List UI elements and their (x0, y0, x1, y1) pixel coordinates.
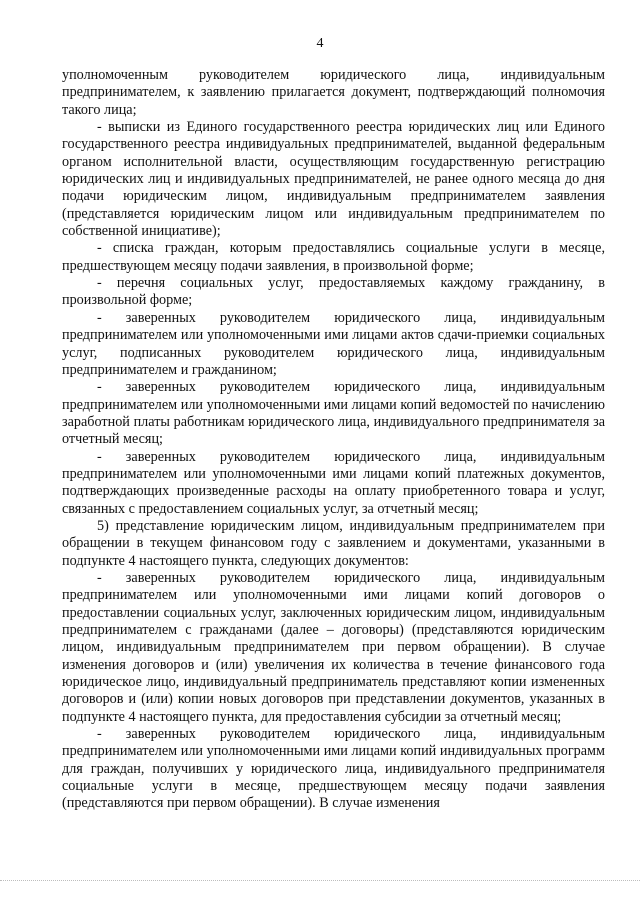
scan-bottom-edge (0, 880, 640, 881)
document-body (62, 67, 605, 813)
paragraph-services-list: - перечня социальных услуг, предоставляемых каждому гражданину, в произвольной форме; (62, 275, 605, 309)
paragraph-individual-programs: - заверенных руководителем юридического лица, индивидуальным предпринимателем или уполномоченными ими лицами копий индивидуальных программ для граждан, получивших у юридического лица, индивидуального предпринимателя социальные услуги в месяце, предшествующем месяцу подачи заявления (представляются при первом обращении). В случае изменения (62, 726, 605, 812)
paragraph-item-5: 5) представление юридическим лицом, индивидуальным предпринимателем при обращении в текущем финансовом году с заявлением и документами, указанными в подпункте 4 настоящего пункта, следующих документов: (62, 517, 605, 569)
page-number: 4 (316, 36, 324, 51)
paragraph-payroll-copies: - заверенных руководителем юридического лица, индивидуальным предпринимателем или уполномоченными ими лицами копий ведомостей по начислению заработной платы работникам юридического лица, индивидуального предпринимателя за отчетный месяц; (62, 379, 605, 448)
paragraph-authority-continuation: уполномоченным руководителем юридического лица, индивидуальным предпринимателем, к заявлению прилагается документ, подтверждающий полномочия такого лица; (62, 67, 605, 118)
paragraph-acceptance-acts: - заверенных руководителем юридического лица, индивидуальным предпринимателем или уполномоченными ими лицами актов сдачи-приемки социальных услуг, подписанных руководителем юридического лица, индивидуальным предпринимателем и гражданином; (62, 309, 605, 378)
paragraph-registry-extract: - выписки из Единого государственного реестра юридических лиц или Единого государственного реестра индивидуальных предпринимателей, выданной федеральным органом исполнительной власти, осуществляющим государственную регистрацию юридических лиц и индивидуальных предпринимателей, не ранее одного месяца до дня подачи юридическим лицом, индивидуальным предпринимателем заявления (представляется юридическим лицом или индивидуальным предпринимателем по собственной инициативе); (62, 119, 605, 240)
paragraph-citizens-list: - списка граждан, которым предоставлялись социальные услуги в месяце, предшествующем месяцу подачи заявления, в произвольной форме; (62, 240, 605, 274)
paragraph-payment-documents: - заверенных руководителем юридического лица, индивидуальным предпринимателем или уполномоченными ими лицами копий платежных документов, подтверждающих произведенные расходы на оплату приобретенного товара и услуг, связанных с предоставлением социальных услуг, за отчетный месяц; (62, 448, 605, 517)
paragraph-contract-copies: - заверенных руководителем юридического лица, индивидуальным предпринимателем или уполномоченными ими лицами копий договоров о предоставлении социальных услуг, заключенных юридическим лицом, индивидуальным предпринимателем с гражданами (далее – договоры) (представляются юридическим лицом, индивидуальным предпринимателем при первом обращении). В случае изменения договоров и (или) увеличения их количества в течение финансового года юридическое лицо, индивидуальный предприниматель представляют копии измененных договоров и (или) копии новых договоров при представлении документов, указанных в подпункте 4 настоящего пункта, для предоставления субсидии за отчетный месяц; (62, 569, 605, 725)
